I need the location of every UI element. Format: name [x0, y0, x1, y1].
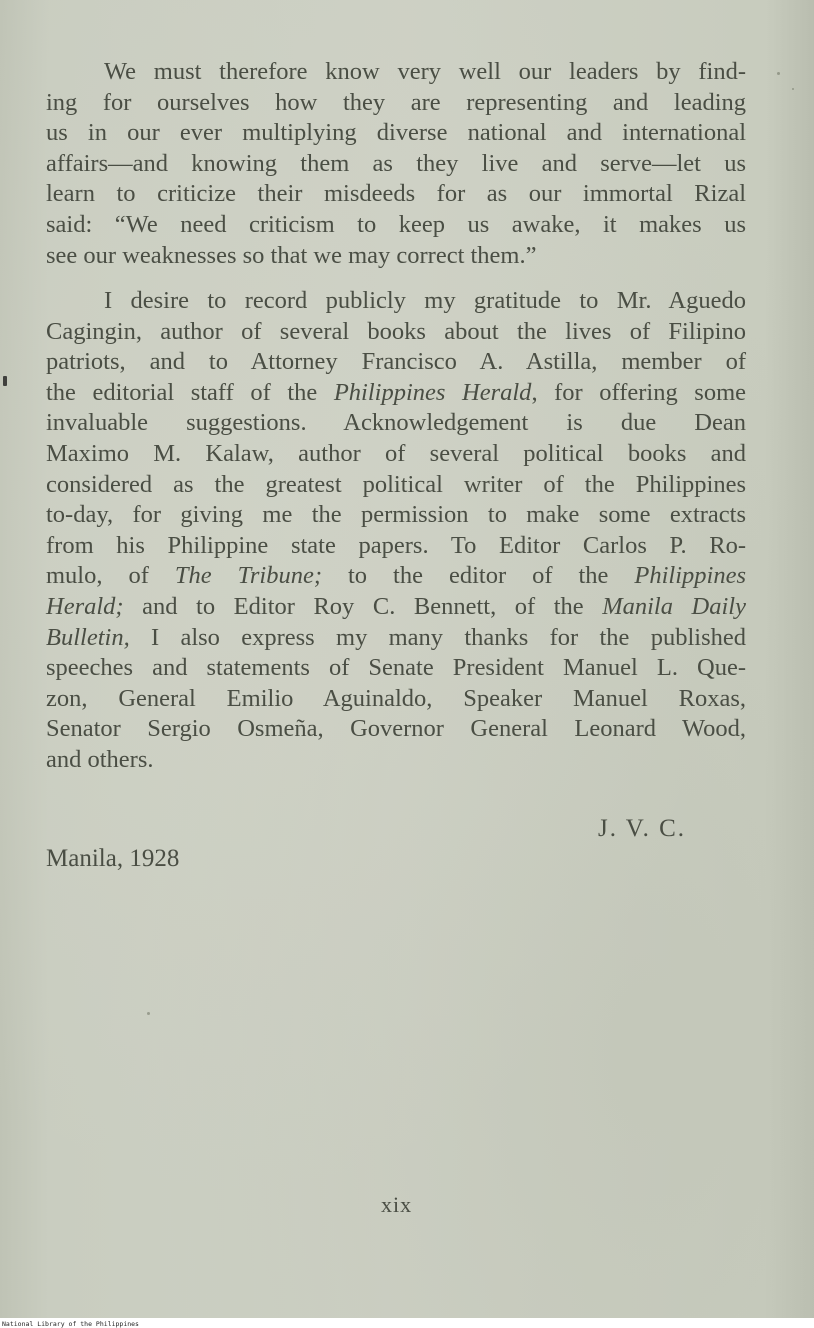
paragraph-2-line: Maximo M. Kalaw, author of several political books and [46, 439, 746, 467]
paragraph-1-line: ing for ourselves how they are representing and leading [46, 88, 746, 116]
paragraph-1-line: affairs—and knowing them as they live and serve—let us [46, 149, 746, 177]
paragraph-1 [46, 57, 746, 271]
paper-speck [3, 376, 7, 386]
place-date: Manila, 1928 [46, 845, 180, 872]
paragraph-2-line: I desire to record publicly my gratitude to Mr. Aguedo [104, 287, 746, 314]
paragraph-2-line: considered as the greatest political writer of the Philippines [46, 470, 746, 498]
page-number: xix [381, 1192, 413, 1217]
paragraph-2-line: Senator Sergio Osmeña, Governor General Leonard Wood, [46, 715, 746, 743]
paper-speck [792, 88, 794, 90]
paragraph-2-line: invaluable suggestions. Acknowledgement is due Dean [46, 409, 746, 437]
paragraph-2-line: and others. [46, 745, 154, 773]
paper-speck [777, 72, 780, 75]
paragraph-1-line: see our weaknesses so that we may correct them.” [46, 241, 537, 269]
text-run: , for offering some [531, 378, 747, 406]
paragraph-1-line: said: “We need criticism to keep us awake, it makes us [46, 210, 746, 238]
paragraph-2-line: zon, General Emilio Aguinaldo, Speaker Manuel Roxas, [46, 684, 746, 712]
italic-title: Philippines [634, 562, 746, 590]
paragraph-2 [46, 286, 746, 776]
text-run: I also express my many thanks for the published [129, 623, 746, 651]
paragraph-2-line [46, 592, 746, 623]
paragraph-2-line [46, 378, 746, 409]
paragraph-2-line: Cagingin, author of several books about the lives of Filipino [46, 317, 746, 345]
paragraph-1-line: learn to criticize their misdeeds for as our immortal Rizal [46, 180, 746, 208]
paper-speck [147, 1012, 150, 1015]
text-run: mulo, of [46, 562, 175, 590]
paragraph-2-line: to-day, for giving me the permission to make some extracts [46, 501, 746, 529]
italic-title: The Tribune; [174, 562, 323, 590]
signature-initials: J. V. C. [598, 815, 687, 842]
text-run: the editorial staff of the [46, 378, 334, 406]
italic-title: Bulletin, [46, 623, 130, 651]
footer-credit: National Library of the Philippines [2, 1320, 139, 1328]
paragraph-2-line: speeches and statements of Senate President Manuel L. Que- [46, 654, 746, 682]
paragraph-2-line: patriots, and to Attorney Francisco A. Astilla, member of [46, 348, 746, 376]
paragraph-2-line [46, 561, 746, 592]
text-run: to the editor of the [322, 562, 635, 590]
italic-title: Philippines Herald [333, 378, 532, 406]
italic-title: Herald; [46, 592, 124, 620]
paragraph-2-line [46, 623, 746, 654]
paragraph-2-line: from his Philippine state papers. To Editor Carlos P. Ro- [46, 531, 746, 559]
italic-title: Manila Daily [602, 592, 746, 620]
paragraph-1-line: We must therefore know very well our leaders by find- [104, 58, 746, 85]
text-run: and to Editor Roy C. Bennett, of the [123, 592, 603, 620]
paragraph-1-line: us in our ever multiplying diverse national and international [46, 119, 746, 147]
